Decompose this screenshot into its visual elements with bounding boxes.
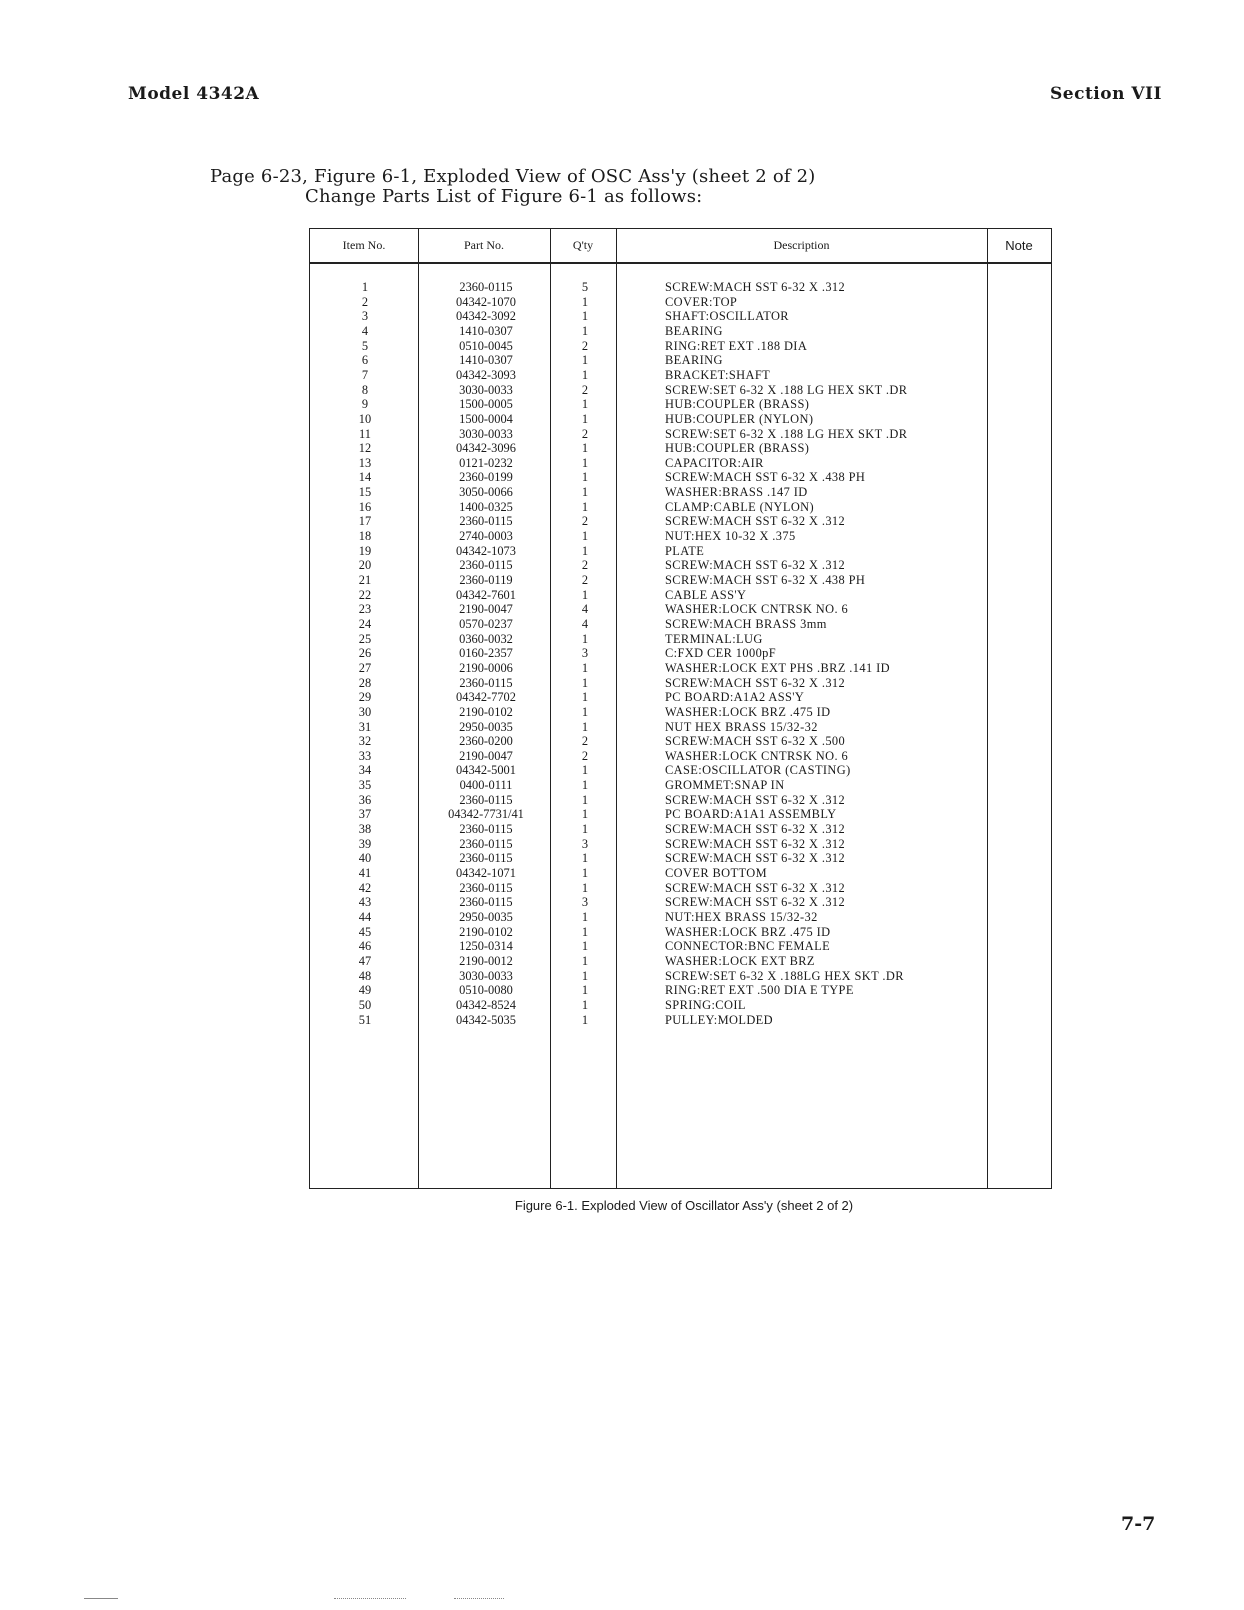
description-cell: SCREW:MACH SST 6-32 X .312 xyxy=(665,895,846,910)
table-row xyxy=(310,529,1051,544)
description-cell: HUB:COUPLER (BRASS) xyxy=(665,441,810,456)
quantity-cell: 2 xyxy=(581,338,589,353)
table-row xyxy=(310,500,1051,515)
table-row xyxy=(310,910,1051,925)
part-no-cell: 1400-0325 xyxy=(459,499,513,514)
description-cell: PLATE xyxy=(665,543,705,558)
part-no-cell: 3030-0033 xyxy=(459,968,513,983)
col-header-qty: Q'ty xyxy=(572,238,594,252)
item-no-cell: 47 xyxy=(358,953,372,968)
part-no-cell: 2190-0012 xyxy=(459,953,513,968)
description-cell: SCREW:MACH SST 6-32 X .438 PH xyxy=(665,470,866,485)
quantity-cell: 1 xyxy=(581,675,589,690)
item-no-cell: 2 xyxy=(361,294,369,309)
table-row xyxy=(310,925,1051,940)
description-cell: SCREW:MACH SST 6-32 X .312 xyxy=(665,558,846,573)
description-cell: WASHER:BRASS .147 ID xyxy=(665,485,808,500)
table-row xyxy=(310,866,1051,881)
table-row xyxy=(310,412,1051,427)
part-no-cell: 2360-0115 xyxy=(459,675,513,690)
quantity-cell: 1 xyxy=(581,997,589,1012)
description-cell: SCREW:MACH SST 6-32 X .438 PH xyxy=(665,573,866,587)
change-reference: Page 6-23, Figure 6-1, Exploded View of OSC Ass'y (sheet 2 of 2) xyxy=(210,166,816,187)
quantity-cell: 2 xyxy=(581,426,589,441)
description-cell: CONNECTOR:BNC FEMALE xyxy=(665,939,831,954)
part-no-cell: 04342-5035 xyxy=(456,1012,516,1027)
part-no-cell: 2360-0115 xyxy=(459,792,513,807)
part-no-cell: 1410-0307 xyxy=(459,323,513,338)
part-no-cell: 2190-0006 xyxy=(459,660,513,675)
quantity-cell: 1 xyxy=(581,939,589,954)
quantity-cell: 1 xyxy=(581,866,589,880)
quantity-cell: 1 xyxy=(581,397,589,412)
table-row xyxy=(310,295,1051,310)
item-no-cell: 20 xyxy=(358,558,372,573)
part-no-cell: 2740-0003 xyxy=(459,529,513,544)
scan-artifact xyxy=(334,1598,406,1599)
quantity-cell: 1 xyxy=(581,631,589,646)
description-cell: C:FXD CER 1000pF xyxy=(665,646,777,661)
parts-list-table xyxy=(309,228,1052,1189)
item-no-cell: 34 xyxy=(358,763,372,778)
table-row xyxy=(310,676,1051,691)
table-row xyxy=(310,441,1051,456)
part-no-cell: 2190-0102 xyxy=(459,924,513,939)
part-no-cell: 04342-1070 xyxy=(456,294,516,309)
table-row xyxy=(310,353,1051,368)
table-row xyxy=(310,558,1051,573)
table-row xyxy=(310,720,1051,735)
quantity-cell: 1 xyxy=(581,851,589,866)
quantity-cell: 1 xyxy=(581,529,589,544)
quantity-cell: 3 xyxy=(581,646,589,661)
part-no-cell: 1500-0005 xyxy=(459,397,513,412)
table-row xyxy=(310,309,1051,324)
table-row xyxy=(310,807,1051,822)
quantity-cell: 1 xyxy=(581,411,589,426)
table-row xyxy=(310,617,1051,632)
table-row xyxy=(310,837,1051,852)
part-no-cell: 1250-0314 xyxy=(459,939,513,954)
description-cell: PULLEY:MOLDED xyxy=(665,1012,773,1027)
page-number: 7-7 xyxy=(1121,1513,1156,1535)
description-cell: BEARING xyxy=(665,353,723,368)
table-row xyxy=(310,778,1051,793)
item-no-cell: 51 xyxy=(358,1012,372,1027)
col-header-part: Part No. xyxy=(464,238,504,252)
quantity-cell: 1 xyxy=(581,353,589,368)
item-no-cell: 26 xyxy=(358,646,372,661)
item-no-cell: 18 xyxy=(358,529,372,544)
description-cell: WASHER:LOCK BRZ .475 ID xyxy=(665,924,831,939)
item-no-cell: 15 xyxy=(358,485,372,500)
quantity-cell: 1 xyxy=(581,983,589,998)
part-no-cell: 2360-0115 xyxy=(459,836,513,851)
item-no-cell: 30 xyxy=(358,704,372,719)
quantity-cell: 1 xyxy=(581,660,589,675)
table-row xyxy=(310,851,1051,866)
table-row xyxy=(310,544,1051,559)
quantity-cell: 1 xyxy=(581,792,589,807)
description-cell: CAPACITOR:AIR xyxy=(665,455,764,470)
part-no-cell: 04342-3093 xyxy=(456,367,516,382)
item-no-cell: 42 xyxy=(358,880,372,895)
item-no-cell: 10 xyxy=(358,411,372,426)
table-row xyxy=(310,632,1051,647)
part-no-cell: 2360-0115 xyxy=(459,558,513,573)
item-no-cell: 16 xyxy=(358,499,372,514)
part-no-cell: 04342-1073 xyxy=(456,543,516,558)
item-no-cell: 39 xyxy=(358,836,372,851)
part-no-cell: 04342-8524 xyxy=(456,997,516,1012)
description-cell: WASHER:LOCK EXT BRZ xyxy=(665,953,815,968)
table-row xyxy=(310,514,1051,529)
table-row xyxy=(310,339,1051,354)
part-no-cell: 3030-0033 xyxy=(459,426,513,441)
quantity-cell: 4 xyxy=(581,602,589,617)
quantity-cell: 2 xyxy=(581,748,589,763)
description-cell: WASHER:LOCK CNTRSK NO. 6 xyxy=(665,602,849,617)
item-no-cell: 41 xyxy=(358,866,372,880)
description-cell: SHAFT:OSCILLATOR xyxy=(665,309,789,324)
table-row xyxy=(310,661,1051,676)
header-rule xyxy=(310,262,1051,264)
item-no-cell: 3 xyxy=(361,309,369,324)
table-row xyxy=(310,646,1051,661)
part-no-cell: 04342-7601 xyxy=(456,587,516,602)
description-cell: NUT:HEX 10-32 X .375 xyxy=(665,529,796,544)
item-no-cell: 6 xyxy=(361,353,369,368)
part-no-cell: 2360-0115 xyxy=(459,280,513,294)
quantity-cell: 1 xyxy=(581,763,589,778)
item-no-cell: 37 xyxy=(358,807,372,822)
table-row xyxy=(310,705,1051,720)
col-header-note: Note xyxy=(1005,238,1033,253)
table-row xyxy=(310,690,1051,705)
description-cell: PC BOARD:A1A2 ASS'Y xyxy=(665,690,805,705)
part-no-cell: 2360-0199 xyxy=(459,470,513,485)
table-row xyxy=(310,763,1051,778)
description-cell: GROMMET:SNAP IN xyxy=(665,778,785,793)
part-no-cell: 04342-5001 xyxy=(456,763,516,778)
quantity-cell: 2 xyxy=(581,514,589,529)
table-row xyxy=(310,280,1051,295)
item-no-cell: 21 xyxy=(358,573,372,587)
quantity-cell: 2 xyxy=(581,573,589,587)
item-no-cell: 33 xyxy=(358,748,372,763)
item-no-cell: 12 xyxy=(358,441,372,456)
description-cell: SCREW:MACH SST 6-32 X .312 xyxy=(665,836,846,851)
part-no-cell: 2360-0200 xyxy=(459,734,513,749)
quantity-cell: 4 xyxy=(581,616,589,631)
item-no-cell: 36 xyxy=(358,792,372,807)
quantity-cell: 3 xyxy=(581,836,589,851)
part-no-cell: 2190-0047 xyxy=(459,602,513,617)
description-cell: HUB:COUPLER (BRASS) xyxy=(665,397,810,412)
part-no-cell: 04342-7731/41 xyxy=(448,807,524,822)
item-no-cell: 44 xyxy=(358,909,372,924)
item-no-cell: 46 xyxy=(358,939,372,954)
figure-caption-text: Figure 6-1. Exploded View of Oscillator Ass'y (sheet 2 of 2) xyxy=(514,1198,854,1213)
item-no-cell: 4 xyxy=(361,323,369,338)
description-cell: CLAMP:CABLE (NYLON) xyxy=(665,499,815,514)
item-no-cell: 45 xyxy=(358,924,372,939)
item-no-cell: 14 xyxy=(358,470,372,485)
description-cell: WASHER:LOCK BRZ .475 ID xyxy=(665,704,831,719)
table-row xyxy=(310,998,1051,1013)
item-no-cell: 11 xyxy=(359,426,371,441)
item-no-cell: 25 xyxy=(358,631,372,646)
table-row xyxy=(310,368,1051,383)
quantity-cell: 1 xyxy=(581,323,589,338)
part-no-cell: 2360-0115 xyxy=(459,822,513,837)
quantity-cell: 1 xyxy=(581,1012,589,1027)
part-no-cell: 04342-3092 xyxy=(456,309,516,324)
part-no-cell: 2190-0102 xyxy=(459,704,513,719)
part-no-cell: 1500-0004 xyxy=(459,411,513,426)
part-no-cell: 04342-1071 xyxy=(456,866,516,880)
table-row xyxy=(310,954,1051,969)
part-no-cell: 04342-3096 xyxy=(456,441,516,456)
part-no-cell: 0360-0032 xyxy=(459,631,513,646)
description-cell: SPRING:COIL xyxy=(665,997,746,1012)
table-row xyxy=(310,895,1051,910)
description-cell: SCREW:MACH SST 6-32 X .312 xyxy=(665,280,846,294)
quantity-cell: 1 xyxy=(581,455,589,470)
item-no-cell: 5 xyxy=(361,338,369,353)
description-cell: COVER BOTTOM xyxy=(665,866,767,880)
figure-caption xyxy=(0,1198,1244,1213)
scan-artifact xyxy=(84,1598,118,1599)
description-cell: SCREW:MACH SST 6-32 X .312 xyxy=(665,675,846,690)
quantity-cell: 1 xyxy=(581,309,589,324)
item-no-cell: 28 xyxy=(358,675,372,690)
table-row xyxy=(310,573,1051,588)
part-no-cell: 2360-0115 xyxy=(459,880,513,895)
item-no-cell: 24 xyxy=(358,616,372,631)
quantity-cell: 1 xyxy=(581,719,589,734)
item-no-cell: 29 xyxy=(358,690,372,705)
description-cell: SCREW:MACH BRASS 3mm xyxy=(665,616,827,631)
quantity-cell: 2 xyxy=(581,382,589,397)
part-no-cell: 1410-0307 xyxy=(459,353,513,368)
description-cell: CASE:OSCILLATOR (CASTING) xyxy=(665,763,851,778)
table-row xyxy=(310,1013,1051,1028)
quantity-cell: 1 xyxy=(581,294,589,309)
quantity-cell: 5 xyxy=(581,280,589,294)
item-no-cell: 32 xyxy=(358,734,372,749)
table-row xyxy=(310,456,1051,471)
quantity-cell: 1 xyxy=(581,778,589,793)
quantity-cell: 2 xyxy=(581,558,589,573)
item-no-cell: 7 xyxy=(361,367,369,382)
quantity-cell: 1 xyxy=(581,587,589,602)
table-row xyxy=(310,427,1051,442)
quantity-cell: 1 xyxy=(581,704,589,719)
table-row xyxy=(310,397,1051,412)
description-cell: BRACKET:SHAFT xyxy=(665,367,771,382)
quantity-cell: 1 xyxy=(581,485,589,500)
description-cell: SCREW:MACH SST 6-32 X .312 xyxy=(665,792,846,807)
quantity-cell: 1 xyxy=(581,807,589,822)
table-row xyxy=(310,881,1051,896)
description-cell: BEARING xyxy=(665,323,723,338)
quantity-cell: 1 xyxy=(581,690,589,705)
description-cell: SCREW:MACH SST 6-32 X .312 xyxy=(665,851,846,866)
model-header: Model 4342A xyxy=(128,84,260,104)
quantity-cell: 1 xyxy=(581,909,589,924)
item-no-cell: 27 xyxy=(358,660,372,675)
item-no-cell: 35 xyxy=(358,778,372,793)
quantity-cell: 1 xyxy=(581,880,589,895)
description-cell: COVER:TOP xyxy=(665,294,738,309)
item-no-cell: 40 xyxy=(358,851,372,866)
item-no-cell: 1 xyxy=(361,280,369,294)
part-no-cell: 0121-0232 xyxy=(459,455,513,470)
table-row xyxy=(310,969,1051,984)
description-cell: SCREW:SET 6-32 X .188 LG HEX SKT .DR xyxy=(665,426,908,441)
table-row xyxy=(310,983,1051,998)
part-no-cell: 0510-0080 xyxy=(459,983,513,998)
description-cell: WASHER:LOCK EXT PHS .BRZ .141 ID xyxy=(665,660,890,675)
part-no-cell: 2360-0115 xyxy=(459,851,513,866)
item-no-cell: 23 xyxy=(358,602,372,617)
description-cell: RING:RET EXT .188 DIA xyxy=(665,338,808,353)
description-cell: SCREW:MACH SST 6-32 X .312 xyxy=(665,514,846,529)
description-cell: PC BOARD:A1A1 ASSEMBLY xyxy=(665,807,837,822)
quantity-cell: 1 xyxy=(581,822,589,837)
part-no-cell: 3050-0066 xyxy=(459,485,513,500)
item-no-cell: 8 xyxy=(361,382,369,397)
quantity-cell: 1 xyxy=(581,924,589,939)
quantity-cell: 1 xyxy=(581,953,589,968)
item-no-cell: 22 xyxy=(358,587,372,602)
part-no-cell: 0400-0111 xyxy=(459,778,513,793)
table-row xyxy=(310,734,1051,749)
part-no-cell: 2950-0035 xyxy=(459,909,513,924)
table-row xyxy=(310,383,1051,398)
description-cell: SCREW:MACH SST 6-32 X .312 xyxy=(665,822,846,837)
table-row xyxy=(310,485,1051,500)
description-cell: SCREW:SET 6-32 X .188 LG HEX SKT .DR xyxy=(665,382,908,397)
description-cell: WASHER:LOCK CNTRSK NO. 6 xyxy=(665,748,849,763)
table-row xyxy=(310,749,1051,764)
quantity-cell: 2 xyxy=(581,734,589,749)
item-no-cell: 49 xyxy=(358,983,372,998)
item-no-cell: 38 xyxy=(358,822,372,837)
description-cell: SCREW:MACH SST 6-32 X .312 xyxy=(665,880,846,895)
table-row xyxy=(310,588,1051,603)
part-no-cell: 2950-0035 xyxy=(459,719,513,734)
quantity-cell: 1 xyxy=(581,543,589,558)
part-no-cell: 0160-2357 xyxy=(459,646,513,661)
part-no-cell: 2360-0115 xyxy=(459,514,513,529)
description-cell: SCREW:SET 6-32 X .188LG HEX SKT .DR xyxy=(665,968,904,983)
change-instruction: Change Parts List of Figure 6-1 as follows: xyxy=(305,186,703,207)
quantity-cell: 1 xyxy=(581,441,589,456)
col-header-description: Description xyxy=(773,238,830,252)
table-row xyxy=(310,602,1051,617)
table-row xyxy=(310,822,1051,837)
scan-artifact xyxy=(454,1598,504,1599)
part-no-cell: 2360-0115 xyxy=(459,895,513,910)
item-no-cell: 31 xyxy=(358,719,372,734)
quantity-cell: 1 xyxy=(581,470,589,485)
col-header-item: Item No. xyxy=(342,238,386,252)
description-cell: CABLE ASS'Y xyxy=(665,587,747,602)
description-cell: SCREW:MACH SST 6-32 X .500 xyxy=(665,734,846,749)
item-no-cell: 13 xyxy=(358,455,372,470)
item-no-cell: 17 xyxy=(358,514,372,529)
part-no-cell: 04342-7702 xyxy=(456,690,516,705)
item-no-cell: 43 xyxy=(358,895,372,910)
table-row xyxy=(310,939,1051,954)
quantity-cell: 1 xyxy=(581,367,589,382)
description-cell: HUB:COUPLER (NYLON) xyxy=(665,411,814,426)
part-no-cell: 3030-0033 xyxy=(459,382,513,397)
quantity-cell: 1 xyxy=(581,968,589,983)
table-row xyxy=(310,793,1051,808)
part-no-cell: 0510-0045 xyxy=(459,338,513,353)
quantity-cell: 3 xyxy=(581,895,589,910)
quantity-cell: 1 xyxy=(581,499,589,514)
section-header: Section VII xyxy=(1050,84,1162,104)
table-row xyxy=(310,470,1051,485)
item-no-cell: 50 xyxy=(358,997,372,1012)
item-no-cell: 19 xyxy=(358,543,372,558)
item-no-cell: 48 xyxy=(358,968,372,983)
part-no-cell: 0570-0237 xyxy=(459,616,513,631)
table-row xyxy=(310,324,1051,339)
part-no-cell: 2360-0119 xyxy=(459,573,513,587)
description-cell: NUT HEX BRASS 15/32-32 xyxy=(665,719,818,734)
description-cell: NUT:HEX BRASS 15/32-32 xyxy=(665,909,818,924)
part-no-cell: 2190-0047 xyxy=(459,748,513,763)
description-cell: TERMINAL:LUG xyxy=(665,631,763,646)
item-no-cell: 9 xyxy=(361,397,369,412)
description-cell: RING:RET EXT .500 DIA E TYPE xyxy=(665,983,854,998)
